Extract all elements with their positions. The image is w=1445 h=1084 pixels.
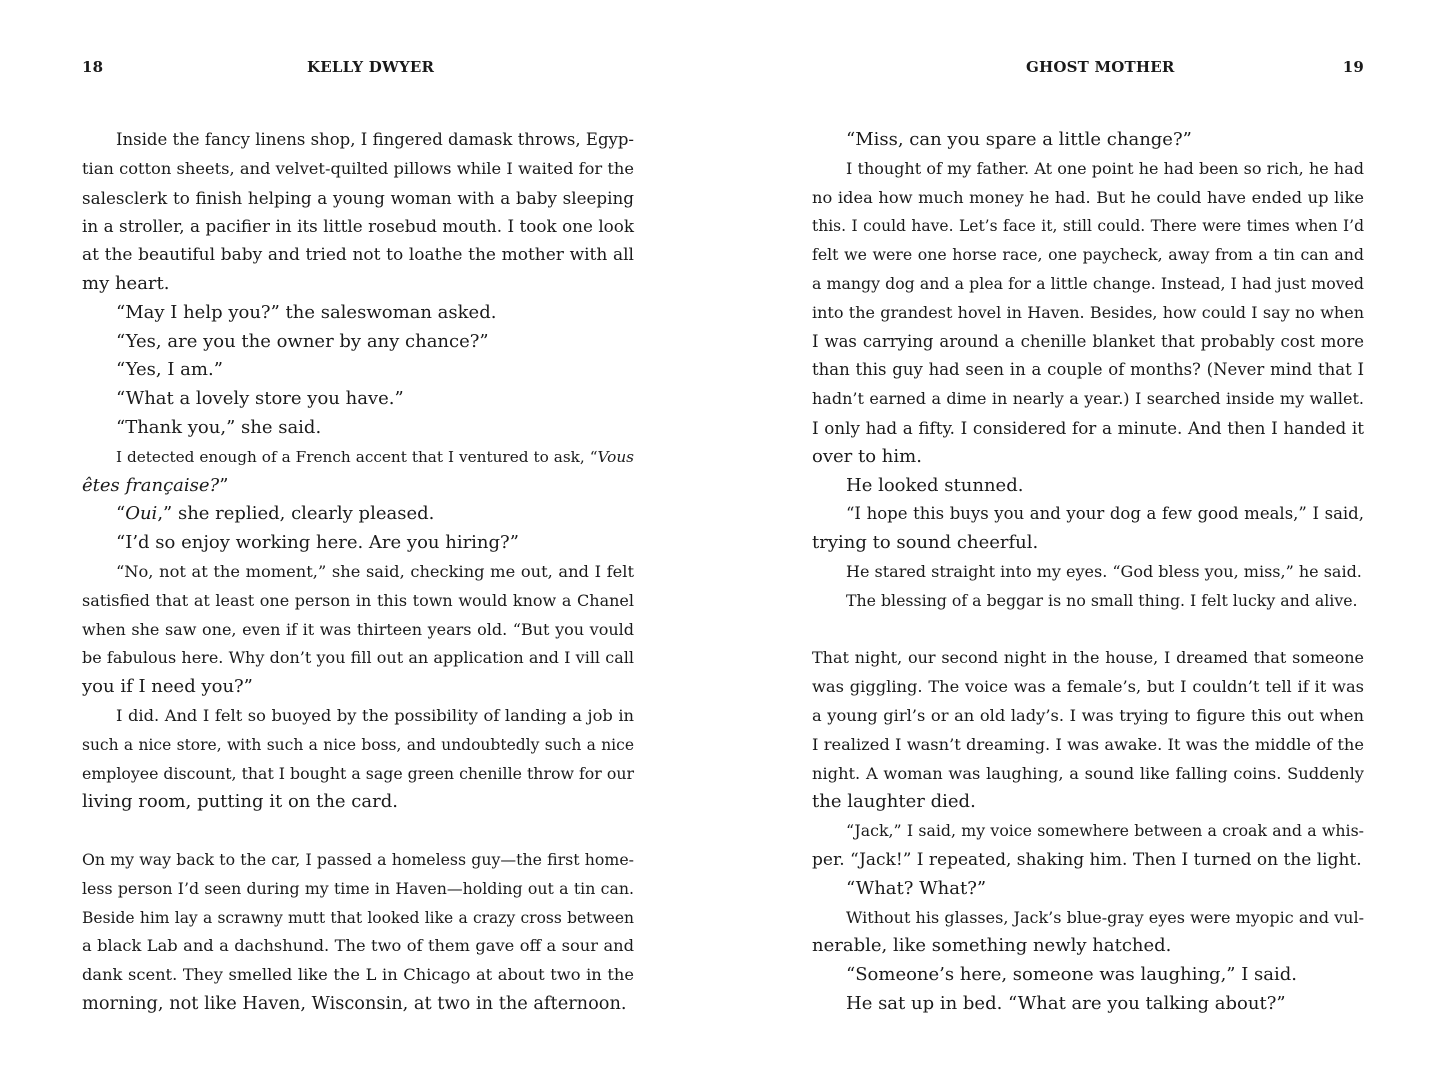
- line-text: morning, not like Haven, Wisconsin, at two in the afternoon.: [82, 993, 627, 1014]
- text-line: [82, 961, 634, 990]
- text-line: [812, 932, 1364, 961]
- text-line: [82, 990, 634, 1019]
- line-text: “Yes, I am.”: [116, 359, 223, 381]
- line-text: a black Lab and a dachshund. The two of them gave off a sour and: [82, 936, 634, 956]
- line-text: at the beautiful baby and tried not to loathe the mother with all: [82, 245, 634, 266]
- line-text-tail: ”: [219, 474, 229, 496]
- left-page-header: [82, 58, 634, 82]
- text-line: [812, 328, 1364, 357]
- running-head-title: GHOST MOTHER: [1026, 58, 1175, 76]
- line-text: Inside the fancy linens shop, I fingered damask throws, Egyp-: [116, 130, 634, 149]
- line-text: nerable, like something newly hatched.: [812, 935, 1172, 957]
- text-line: [812, 500, 1364, 529]
- section-break: [82, 817, 634, 846]
- line-text: “Miss, can you spare a little change?”: [846, 129, 1192, 150]
- line-text-tail: ,” she replied, clearly pleased.: [157, 503, 435, 525]
- text-line: [82, 932, 634, 961]
- text-line: [82, 356, 634, 385]
- text-line: [812, 212, 1364, 241]
- line-text: “Someone’s here, someone was laughing,” I said.: [846, 964, 1298, 986]
- text-line: [812, 385, 1364, 414]
- text-line: [82, 846, 634, 875]
- text-line: [812, 270, 1364, 299]
- line-text: The blessing of a beggar is no small thing. I felt lucky and alive.: [846, 590, 1358, 610]
- line-text: satisfied that at least one person in this town would know a Chanel: [82, 590, 634, 610]
- text-line: [82, 500, 634, 529]
- text-line: [812, 875, 1364, 904]
- line-text: He looked stunned.: [846, 474, 1024, 496]
- line-text: On my way back to the car, I passed a homeless guy—the first home-: [82, 849, 634, 869]
- line-text: was giggling. The voice was a female’s, but I couldn’t tell if it was: [812, 677, 1364, 697]
- line-text: no idea how much money he had. But he could have ended up like: [812, 187, 1364, 207]
- line-text: my heart.: [82, 272, 170, 294]
- text-line: [82, 904, 634, 933]
- line-text: Without his glasses, Jack’s blue-gray eyes were myopic and vul-: [846, 907, 1364, 927]
- left-page-body: [82, 126, 634, 1019]
- line-text: per. “Jack!” I repeated, shaking him. Then I turned on the light.: [812, 849, 1362, 870]
- text-line: [82, 385, 634, 414]
- text-line: [812, 846, 1364, 875]
- text-line: [82, 443, 634, 472]
- text-line: [812, 299, 1364, 328]
- line-text: I was carrying around a chenille blanket that probably cost more: [812, 331, 1364, 351]
- left-page: [82, 0, 634, 1084]
- line-text: I only had a fifty. I considered for a minute. And then I handed it: [812, 417, 1364, 438]
- text-line: [82, 644, 634, 673]
- line-text: “I hope this buys you and your dog a few good meals,” I said,: [846, 504, 1364, 524]
- text-line: [82, 270, 634, 299]
- line-text: “What? What?”: [846, 877, 987, 899]
- text-line: [812, 126, 1364, 155]
- text-line: [812, 760, 1364, 789]
- text-line: [82, 155, 634, 184]
- text-line: [82, 472, 634, 501]
- line-text: when she saw one, even if it was thirteen years old. “But you vould: [82, 619, 634, 639]
- text-line: [812, 817, 1364, 846]
- line-text: you if I need you?”: [82, 676, 253, 698]
- line-text: “No, not at the moment,” she said, checking me out, and I felt: [116, 561, 634, 581]
- text-line: [82, 702, 634, 731]
- text-line: [812, 558, 1364, 587]
- text-line: [82, 414, 634, 443]
- line-text: “Jack,” I said, my voice somewhere between a croak and a whis-: [846, 821, 1364, 841]
- running-head-author: KELLY DWYER: [307, 58, 435, 76]
- text-line: [82, 587, 634, 616]
- line-text: than this guy had seen in a couple of months? (Never mind that I: [812, 360, 1364, 380]
- line-text: “May I help you?” the saleswoman asked.: [116, 301, 497, 323]
- italic-text: Vous: [597, 447, 634, 466]
- line-text: employee discount, that I bought a sage green chenille throw for our: [82, 763, 634, 783]
- text-line: [812, 356, 1364, 385]
- line-text: a mangy dog and a plea for a little change. Instead, I had just moved: [812, 273, 1364, 293]
- line-text: I detected enough of a French accent that I ventured to ask, “: [116, 447, 598, 466]
- line-text: trying to sound cheerful.: [812, 532, 1039, 554]
- text-line: [812, 529, 1364, 558]
- line-text: the laughter died.: [812, 791, 976, 813]
- text-line: [82, 328, 634, 357]
- line-text: “Yes, are you the owner by any chance?”: [116, 330, 489, 352]
- text-line: [812, 702, 1364, 731]
- text-line: [82, 616, 634, 645]
- line-text: Beside him lay a scrawny mutt that looked like a crazy cross between: [82, 908, 634, 927]
- text-line: [812, 443, 1364, 472]
- line-text: dank scent. They smelled like the L in Chicago at about two in the: [82, 965, 634, 985]
- text-line: [812, 587, 1364, 616]
- line-text: “I’d so enjoy working here. Are you hiring?”: [116, 532, 519, 554]
- text-line: [82, 241, 634, 270]
- text-line: [812, 184, 1364, 213]
- page-number: 19: [1342, 58, 1364, 76]
- text-line: [82, 299, 634, 328]
- line-text: “Thank you,” she said.: [116, 416, 322, 438]
- line-text: be fabulous here. Why don’t you fill out an application and I vill call: [82, 648, 634, 668]
- text-line: [812, 904, 1364, 933]
- text-line: [82, 788, 634, 817]
- text-line: [82, 673, 634, 702]
- text-line: [812, 961, 1364, 990]
- text-line: [82, 558, 634, 587]
- line-text: in a stroller, a pacifier in its little rosebud mouth. I took one look: [82, 216, 634, 237]
- line-text: I did. And I felt so buoyed by the possibility of landing a job in: [116, 705, 634, 725]
- text-line: [82, 731, 634, 760]
- line-text: felt we were one horse race, one paycheck, away from a tin can and: [812, 245, 1364, 265]
- line-text: He stared straight into my eyes. “God bless you, miss,” he said.: [846, 561, 1362, 581]
- line-text: That night, our second night in the house, I dreamed that someone: [812, 648, 1364, 668]
- line-text: “What a lovely store you have.”: [116, 388, 404, 410]
- line-text: this. I could have. Let’s face it, still could. There were times when I’d: [812, 217, 1364, 236]
- text-line: [812, 990, 1364, 1019]
- section-break: [812, 616, 1364, 645]
- text-line: [812, 644, 1364, 673]
- line-text: I thought of my father. At one point he had been so rich, he had: [846, 158, 1364, 178]
- text-line: [82, 212, 634, 241]
- line-text: salesclerk to finish helping a young woman with a baby sleeping: [82, 187, 634, 208]
- line-text: I realized I wasn’t dreaming. I was awake. It was the middle of the: [812, 734, 1364, 754]
- text-line: [82, 126, 634, 155]
- text-line: [82, 184, 634, 213]
- right-page: [812, 0, 1364, 1084]
- line-text: living room, putting it on the card.: [82, 791, 398, 813]
- text-line: [812, 472, 1364, 501]
- line-text: a young girl’s or an old lady’s. I was trying to figure this out when: [812, 705, 1364, 725]
- line-text: night. A woman was laughing, a sound like falling coins. Suddenly: [812, 763, 1364, 783]
- text-line: [82, 529, 634, 558]
- line-text: He sat up in bed. “What are you talking about?”: [846, 992, 1286, 1014]
- text-line: [812, 788, 1364, 817]
- text-line: [812, 241, 1364, 270]
- text-line: [82, 760, 634, 789]
- page-number: 18: [82, 58, 104, 76]
- italic-text: êtes française?: [82, 474, 220, 496]
- right-page-body: [812, 126, 1364, 1019]
- text-line: [82, 875, 634, 904]
- line-text: “: [116, 503, 126, 525]
- line-text: over to him.: [812, 445, 922, 467]
- italic-text: Oui: [125, 503, 158, 525]
- line-text: hadn’t earned a dime in nearly a year.) I searched inside my wallet.: [812, 389, 1364, 409]
- right-page-header: [812, 58, 1364, 82]
- text-line: [812, 414, 1364, 443]
- line-text: tian cotton sheets, and velvet-quilted pillows while I waited for the: [82, 158, 634, 178]
- line-text: into the grandest hovel in Haven. Besides, how could I say no when: [812, 302, 1364, 322]
- line-text: such a nice store, with such a nice boss, and undoubtedly such a nice: [82, 735, 634, 754]
- text-line: [812, 673, 1364, 702]
- line-text: less person I’d seen during my time in Haven—holding out a tin can.: [82, 878, 634, 898]
- text-line: [812, 155, 1364, 184]
- text-line: [812, 731, 1364, 760]
